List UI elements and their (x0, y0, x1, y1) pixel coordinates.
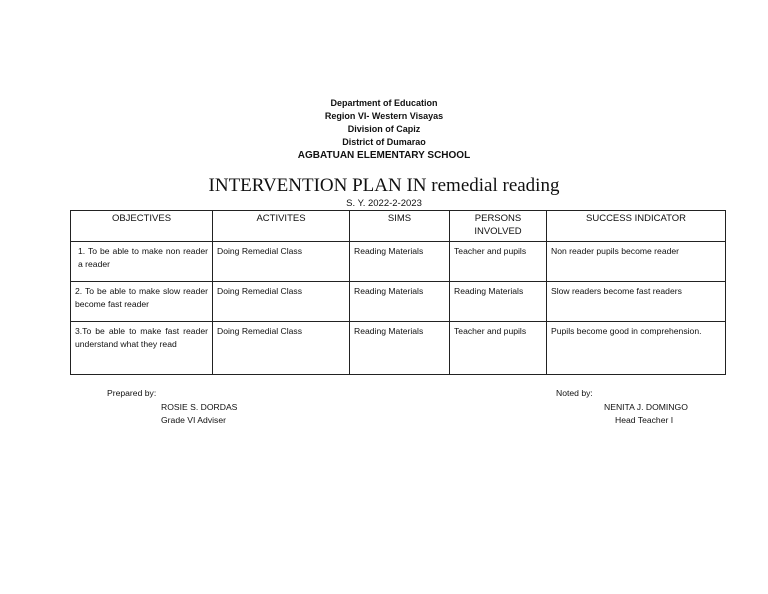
activity-cell: Doing Remedial Class (213, 242, 350, 282)
indicator-cell: Slow readers become fast readers (547, 282, 726, 322)
objective-cell: 2. To be able to make slow reader become fast reader (71, 282, 213, 322)
prepared-by-title: Grade VI Adviser (161, 415, 226, 425)
column-header: PERSONS INVOLVED (450, 211, 547, 242)
division-line: Division of Capiz (347, 124, 421, 134)
district-line: District of Dumarao (342, 137, 426, 147)
persons-cell: Reading Materials (450, 282, 547, 322)
column-header: ACTIVITES (213, 211, 350, 242)
objective-cell: 3.To be able to make fast reader understand what they read (71, 322, 213, 375)
region-line: Region VI- Western Visayas (324, 111, 444, 121)
table-row (71, 242, 726, 282)
sims-cell: Reading Materials (350, 242, 450, 282)
school-year: S. Y. 2022-2-2023 (346, 198, 422, 209)
noted-by-name: NENITA J. DOMINGO (604, 402, 688, 412)
department-line: Department of Education (330, 98, 438, 108)
column-header: SIMS (350, 211, 450, 242)
school-name: AGBATUAN ELEMENTARY SCHOOL (297, 150, 471, 161)
noted-by-title: Head Teacher I (615, 415, 674, 425)
persons-cell: Teacher and pupils (450, 322, 547, 375)
table-header-row (71, 211, 726, 242)
indicator-cell: Pupils become good in comprehension. (547, 322, 726, 375)
document-title: INTERVENTION PLAN IN remedial reading (208, 175, 560, 196)
intervention-table (70, 210, 726, 375)
activity-cell: Doing Remedial Class (213, 322, 350, 375)
indicator-cell: Non reader pupils become reader (547, 242, 726, 282)
activity-cell: Doing Remedial Class (213, 282, 350, 322)
noted-by-label: Noted by: (556, 388, 593, 398)
table-row (71, 282, 726, 322)
persons-cell: Teacher and pupils (450, 242, 547, 282)
sims-cell: Reading Materials (350, 322, 450, 375)
objective-cell: 1. To be able to make non reader a reader (71, 242, 213, 282)
sims-cell: Reading Materials (350, 282, 450, 322)
column-header: SUCCESS INDICATOR (547, 211, 726, 242)
table-row (71, 322, 726, 375)
prepared-by-label: Prepared by: (107, 388, 157, 398)
prepared-by-name: ROSIE S. DORDAS (161, 402, 238, 412)
column-header: OBJECTIVES (71, 211, 213, 242)
